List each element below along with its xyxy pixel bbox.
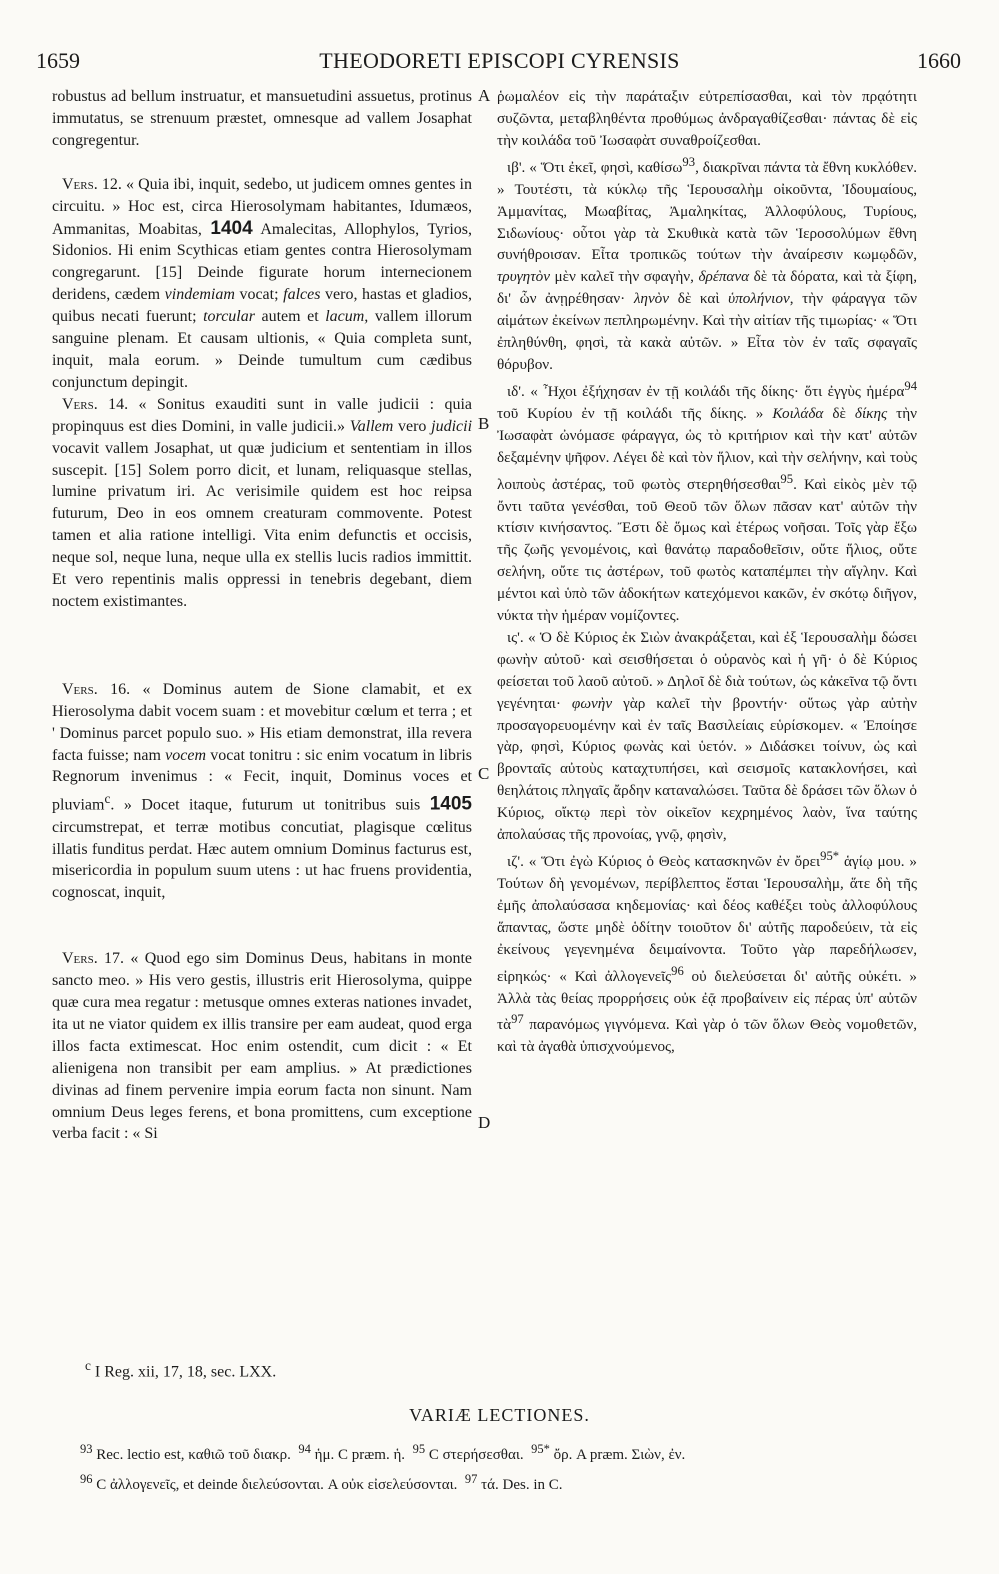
latin-text: vocat; — [239, 286, 279, 304]
margin-letter-b: B — [478, 414, 490, 433]
variant-ref: 93 — [682, 154, 696, 169]
variant-number: 94 — [298, 1442, 311, 1456]
variant-number: 97 — [464, 1472, 478, 1486]
variant-text: C στερήσεσθαι. — [428, 1447, 524, 1463]
greek-italic: φωνὴν — [571, 694, 613, 712]
latin-text: vocavit vallem Josaphat, ut quæ judicium et sententiam in illos suscepit. [15] Solem porro dicit, et lunam, reliquasque stellas, lumine privatum iri. Ac verisimile quidem est hoc reipsa futurum, Deo in eos omnem creaturam commovente. Potest tamen et alia ratione intelligi. Vita enim defunctis et occisis, neque sol, neque luna, neque ulla ex stellis lucis radios immittit. Et vero repentinis malis oppressi in tenebris degebant, diem noctem existimantes. — [52, 439, 472, 610]
verse-label: Vers. 16. — [62, 680, 131, 698]
latin-verse-17 — [52, 948, 472, 1145]
variae-lectiones — [80, 1437, 919, 1497]
margin-letter-d: D — [478, 1113, 491, 1132]
latin-italic: vocem — [165, 746, 207, 764]
verse-label: ιζ'. — [507, 853, 524, 871]
latin-text: vocat tonitru : sic enim vocatum in libris Regnorum invenimus : « Fecit, inquit, Dominus voces et pluviam — [52, 746, 473, 814]
page-number-left: 1659 — [36, 48, 80, 73]
latin-text: « Dominus autem de Sione clamabit, et ex Hierosolyma dabit vocem suam : et movebitur cœlum et terra ; et ' Dominus parcet populo suo. » His etiam demonstrat, illa revera facta fuisse; nam — [52, 680, 473, 764]
footnote-ref: c — [104, 791, 111, 807]
latin-text: « Quod ego sim Dominus Deus, habitans in monte sancto meo. » His vero gestis, illustris erit Hierosolyma, quippe quæ cura mea regatur : metusque omnes exteras nationes invadet, ita ut ne viator quidem ex illis transire per eam audeat, quod erga illos facta extimescat. Hoc enim ostendit, cum dicit : « Et alienigena non transibit per eam amplius. » At prædictiones divinas ad finem pervenire impia eorum facta non sinunt. Nam omnium Deus leges ferens, et bona promittens, cum exceptione verba facit : « Si — [52, 950, 472, 1143]
footnote-mark: c — [85, 1358, 91, 1373]
running-title: THEODORETI EPISCOPI CYRENSIS — [319, 48, 680, 73]
latin-italic: judicii — [431, 417, 473, 435]
greek-text: « Ὁ δὲ Κύριος ἐκ Σιὼν ἀνακράξεται, καὶ ἐξ Ἱερουσαλὴμ δώσει φωνὴν αὐτοῦ· καὶ σεισθήσεται ὁ οὐρανὸς καὶ ἡ γῆ· ὁ δὲ Κύριος φείσεται τοῦ λαοῦ αὐτοῦ. » Δηλοῖ δὲ διὰ τούτων, ὡς κἀκεῖνα τῷ ὄντι γεγένηται· — [497, 628, 917, 712]
variant-ref: 95 — [780, 471, 794, 486]
greek-text: ἁγίῳ μου. » Τούτων δὴ γενομένων, περίβλεπτος ἔσται Ἱερουσαλὴμ, ἅτε δὴ τῆς ἐμῆς ἀπολαύσασα κηδεμονίας· καὶ δέος καθέξει τοὺς ἀλλοφύλους ἅπαντας, ὥστε μηδὲ ὁδίτην τοιοῦτον δι' αὐτῆς παροδεύειν, τὰ εἰς ἐκείνους γεγενημένα δειμαίνοντα. Τοῦτο γὰρ παρεδήλωσεν, εἰρηκώς· « Καὶ ἀλλογενεῖς — [497, 853, 917, 985]
variant-number: 93 — [80, 1442, 93, 1456]
footnote-text: I Reg. xii, 17, 18, sec. LXX. — [94, 1363, 277, 1381]
greek-italic: Κοιλάδα — [772, 404, 824, 422]
verse-label: Vers. 14. — [62, 395, 129, 413]
greek-text: « Ὅτι ἐκεῖ, φησὶ, καθίσω — [529, 158, 683, 176]
latin-text: vero, hastas et gladios, quibus necati fuerunt; — [52, 286, 473, 326]
latin-verse-14 — [52, 394, 472, 613]
latin-italic: torcular — [203, 308, 255, 326]
greek-verse-17 — [497, 846, 917, 1058]
variant-number: 96 — [80, 1472, 93, 1486]
latin-text: . » Docet itaque, futurum ut tonitribus suis — [110, 796, 421, 814]
latin-text: autem et — [261, 308, 319, 326]
greek-text: « Ὅτι ἐγὼ Κύριος ὁ Θεὸς κατασκηνῶν ἐν ὄρει — [528, 853, 821, 871]
greek-paragraph — [497, 86, 917, 152]
column-number: 1405 — [429, 793, 472, 815]
variant-text: ὄρ. A præm. Σιὼν, ἐν. — [553, 1447, 686, 1463]
greek-verse-16 — [497, 627, 917, 846]
greek-text: μὲν καλεῖ τὴν σφαγὴν, — [554, 268, 694, 286]
verse-label: Vers. 17. — [62, 950, 125, 968]
variant-text: ἡμ. C præm. ἡ. — [314, 1447, 406, 1463]
latin-text: « Quia ibi, inquit, sedebo, ut judicem omnes gentes in circuitu. » Hoc est, circa Hierosolymam habitantes, Idumæos, Ammanitas, Moabitas, — [52, 175, 472, 238]
verse-label: ις'. — [507, 628, 524, 646]
greek-verse-14 — [497, 376, 917, 627]
latin-italic: vindemiam — [164, 286, 235, 304]
verse-label: Vers. 12. — [62, 175, 122, 193]
greek-text: , διακρῖναι πάντα τὰ ἔθνη κυκλόθεν. » Τουτέστι, τὰ κύκλῳ τῆς Ἱερουσαλὴμ οἰκοῦντα, Ἰδουμαίους, Ἀμμανίτας, Μωαβίτας, Ἀμαληκίτας, Ἀλλοφύλους, Τυρίους, Σιδωνίους· οὗτοι γὰρ τὰ Σκυθικὰ κατὰ τῶν Ἱεροσολύμων ἔθνη συνήθροισαν. Εἶτα τροπικῶς τούτων τὴν ἀναίρεσιν κωμῳδῶν, — [497, 158, 917, 264]
page-number-right: 1660 — [917, 48, 961, 73]
greek-italic: τρυγητὸν — [497, 268, 550, 286]
greek-text: , τὴν φάραγγα τῶν αἱμάτων ἐκείνων πεπληρωμένην. Καὶ τὴν αἰτίαν τῆς τιμωρίας· « Ὅτι ἐπληθύνθη, φησὶ, τὰ κακὰ αὐτῶν. » Εἶτα τὸν ἐν ταῖς σφαγαῖς θόρυβον. — [497, 290, 917, 373]
footnote — [85, 1358, 276, 1381]
latin-text: circumstrepat, et terræ motibus concutiat, plagisque cœlitus illatis funditus perdat. Hæc autem omnium Dominus facturus est, misericordia in populum suum utens : ut hac fruens providentia, cognoscat, inquit, — [52, 818, 472, 902]
greek-text: δὲ τὰ δόρατα, καὶ τὰ ξίφη, δι' ὧν ἀνῃρέθησαν· — [497, 268, 918, 308]
greek-text: τοῦ Κυρίου ἐν τῇ κοιλάδι τῆς δίκης. » — [497, 404, 764, 422]
greek-text: δὲ — [832, 404, 846, 422]
latin-italic: falces — [283, 286, 321, 304]
latin-text: vallem illorum sanguine plenam. Et causam ultionis, « Quia completa sunt, inquit, mala eorum. » Deinde tumultum cum cædibus conjunctum depingit. — [52, 308, 473, 391]
greek-text: . Καὶ εἰκὸς μὲν τῷ ὄντι ταῦτα γενέσθαι, τοῦ Θεοῦ τῶν ὅλων πᾶσαν κατ' αὐτῶν τὴν κτίσιν κινήσαντος. Ἔστι δὲ ὅμως καὶ ἑτέρως νοῆσαι. Τοῖς γὰρ ἔξω τῆς ζωῆς γενομένοις, καὶ θανάτῳ παραδοθεῖσιν, οὔτε ἥλιος, οὔτε σελήνη, οὔτε τις ἀστέρων, τοῦ φωτὸς καταπέμπει τὴν αἴγλην. Καὶ μέντοι καὶ ὑπὸ τῶν ἀδοκήτων κατεχόμενοι κακῶν, ἐν σκότῳ διῆγον, νύκτα τὴν ἡμέραν νομίζοντες. — [497, 475, 917, 625]
variant-text: Rec. lectio est, καθιῶ τοῦ διακρ. — [96, 1447, 291, 1463]
greek-text: τὴν Ἰωσαφὰτ ὠνόμασε φάραγγα, ὡς τὸ κριτήριον καὶ τὴν κατ' αὐτῶν δεξαμένην ψῆφον. Λέγει δὲ καὶ τὸν ἥλιον, καὶ τὴν σελήνην, καὶ τοὺς λοιποὺς ἀστέρας, τοῦ φωτὸς στερηθήσεσθαι — [497, 404, 918, 493]
latin-column — [52, 86, 472, 1145]
latin-text: Amalecitas, Allophylos, Tyrios, Sidonios. Hi enim Scythicas etiam gentes contra Hierosolymam congregarunt. [15] Deinde figurate horum internecionem deridens, cædem — [52, 220, 473, 304]
variant-number: 95* — [531, 1442, 550, 1456]
variant-text: C ἀλλογενεῖς, et deinde διελεύσονται. A οὐκ εἰσελεύσονται. — [96, 1477, 458, 1493]
variant-ref: 95* — [820, 849, 840, 863]
verse-label: ιδ'. — [507, 382, 525, 400]
variant-text: τά. Des. in C. — [481, 1477, 563, 1493]
margin-letter-c: C — [478, 764, 490, 783]
latin-text: robustus ad bellum instruatur, et mansuetudini assuetus, protinus immutatus, se strenuum præstet, omnesque ad vallem Josaphat congregentur. — [52, 88, 472, 149]
margin-letter-a: A — [478, 86, 491, 105]
latin-verse-12 — [52, 174, 472, 394]
greek-italic: ὑπολήνιον — [728, 290, 790, 308]
greek-text: « Ἦχοι ἐξήχησαν ἐν τῇ κοιλάδι τῆς δίκης· ὅτι ἐγγὺς ἡμέρα — [530, 382, 905, 400]
variant-number: 95 — [412, 1442, 426, 1456]
greek-italic: δίκης — [854, 404, 888, 422]
variant-ref: 96 — [671, 963, 684, 978]
latin-italic: lacum, — [325, 308, 369, 326]
greek-italic: δρέπανα — [698, 268, 750, 286]
greek-text: παρανόμως γιγνόμενα. Καὶ γὰρ ὁ τῶν ὅλων Θεὸς νομοθετῶν, καὶ τὰ ἀγαθὰ ὑπισχνούμενος, — [497, 1016, 917, 1056]
column-number: 1404 — [210, 217, 253, 239]
greek-italic: ληνὸν — [633, 290, 670, 308]
latin-paragraph — [52, 86, 472, 152]
latin-text: « Sonitus exauditi sunt in valle judicii : quia propinquus est dies Domini, in valle judicii.» — [52, 395, 473, 435]
greek-text: γὰρ καλεῖ τὴν βροντήν· οὕτως γὰρ αὐτὴν προσαγορευομένην καὶ ἐν ταῖς Βασιλείαις εὑρίσκομεν. « Ἐποίησε γὰρ, φησὶ, Κύριος φωνὰς καὶ ὑετόν. » Διδάσκει τοίνυν, ὡς καὶ βρονταῖς αὐτοὺς καταχτυπήσει, καὶ σεισμοῖς κατακλονήσει, καὶ θεηλάτοις πληγαῖς ἄρδην καταναλώσει. Ταῦτα δὲ δράσει τῶν ὅλων ὁ Κύριος, οἴκτῳ περὶ τὸν οἰκεῖον κεχρημένος λαὸν, ἵνα ταύτης ἀπολαύσας τῆς προνοίας, γνῷ, φησὶν, — [497, 694, 917, 844]
greek-text: δὲ καὶ — [677, 290, 720, 308]
variant-ref: 94 — [904, 378, 918, 393]
latin-verse-16 — [52, 679, 472, 904]
greek-text: ῥωμαλέον εἰς τὴν παράταξιν εὐτρεπίσασθαι, καὶ τὸν πρᾳότητι συζῶντα, μεταβληθέντα προθύμως ἀνδραγαθίζεσθαι· πάντας δὲ εἰς τὴν κοιλάδα τοῦ Ἰωσαφὰτ συναθροίζεσθαι. — [497, 88, 917, 149]
variae-lectiones-title: VARIÆ LECTIONES. — [409, 1405, 590, 1425]
latin-italic: Vallem — [349, 417, 394, 435]
running-header — [30, 48, 969, 78]
latin-text: vero — [398, 417, 427, 435]
greek-text: οὐ διελεύσεται δι' αὐτῆς οὐκέτι. » Ἀλλὰ τὰς θείας προρρήσεις οὐκ ἐᾷ προβαίνειν εἰς πέρας ὑπ' αὐτῶν τὰ — [497, 967, 917, 1034]
verse-label: ιβ'. — [507, 158, 526, 176]
greek-verse-12 — [497, 152, 917, 376]
greek-column — [497, 86, 917, 1058]
variant-ref: 97 — [511, 1012, 524, 1027]
